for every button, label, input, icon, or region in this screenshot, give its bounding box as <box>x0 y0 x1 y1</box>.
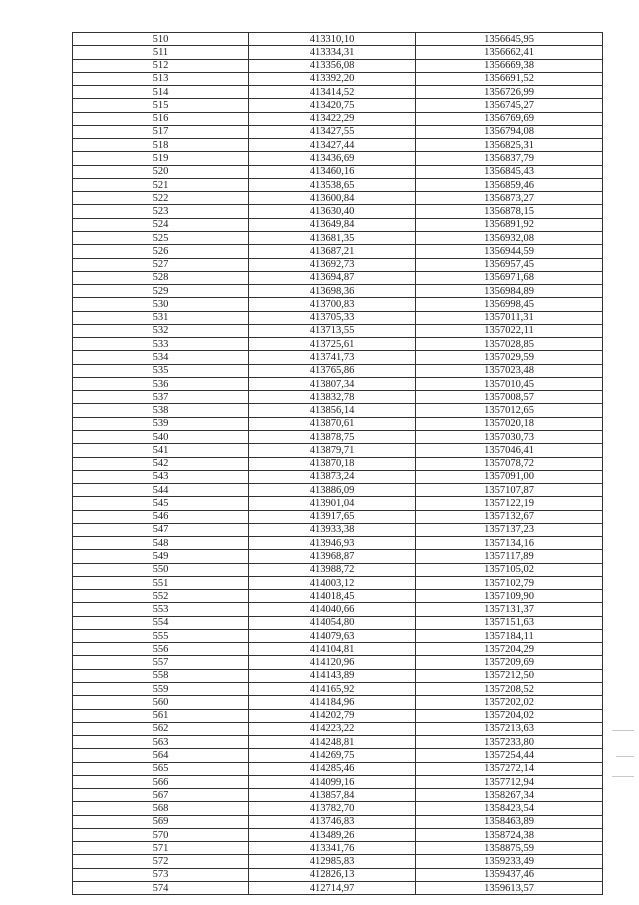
x-coordinate-cell: 413630,40 <box>249 205 416 218</box>
x-coordinate-cell: 414099,16 <box>249 775 416 788</box>
table-row <box>73 523 603 536</box>
x-coordinate-cell: 414202,79 <box>249 709 416 722</box>
y-coordinate-cell: 1356726,99 <box>416 86 603 99</box>
point-number-cell: 540 <box>73 430 249 443</box>
point-number-cell: 538 <box>73 404 249 417</box>
point-number-cell: 542 <box>73 457 249 470</box>
x-coordinate-cell: 413334,31 <box>249 46 416 59</box>
point-number-cell: 514 <box>73 86 249 99</box>
table-row <box>73 576 603 589</box>
point-number-cell: 554 <box>73 616 249 629</box>
point-number-cell: 532 <box>73 324 249 337</box>
x-coordinate-cell: 413857,84 <box>249 789 416 802</box>
table-row <box>73 338 603 351</box>
table-row <box>73 828 603 841</box>
point-number-cell: 539 <box>73 417 249 430</box>
table-row <box>73 457 603 470</box>
y-coordinate-cell: 1357030,73 <box>416 430 603 443</box>
x-coordinate-cell: 413356,08 <box>249 59 416 72</box>
y-coordinate-cell: 1357184,11 <box>416 629 603 642</box>
point-number-cell: 558 <box>73 669 249 682</box>
point-number-cell: 555 <box>73 629 249 642</box>
x-coordinate-cell: 413420,75 <box>249 99 416 112</box>
x-coordinate-cell: 413832,78 <box>249 391 416 404</box>
table-row <box>73 444 603 457</box>
point-number-cell: 569 <box>73 815 249 828</box>
table-row <box>73 125 603 138</box>
point-number-cell: 551 <box>73 576 249 589</box>
x-coordinate-cell: 413856,14 <box>249 404 416 417</box>
x-coordinate-cell: 413879,71 <box>249 444 416 457</box>
x-coordinate-cell: 414040,66 <box>249 603 416 616</box>
y-coordinate-cell: 1357204,29 <box>416 643 603 656</box>
y-coordinate-cell: 1357010,45 <box>416 377 603 390</box>
y-coordinate-cell: 1357046,41 <box>416 444 603 457</box>
table-row <box>73 245 603 258</box>
y-coordinate-cell: 1356932,08 <box>416 231 603 244</box>
table-row <box>73 258 603 271</box>
x-coordinate-cell: 414184,96 <box>249 696 416 709</box>
y-coordinate-cell: 1356825,31 <box>416 139 603 152</box>
x-coordinate-cell: 413698,36 <box>249 285 416 298</box>
table-row <box>73 391 603 404</box>
x-coordinate-cell: 413687,21 <box>249 245 416 258</box>
x-coordinate-cell: 413649,84 <box>249 218 416 231</box>
x-coordinate-cell: 413946,93 <box>249 537 416 550</box>
y-coordinate-cell: 1357712,94 <box>416 775 603 788</box>
point-number-cell: 544 <box>73 484 249 497</box>
table-row <box>73 656 603 669</box>
x-coordinate-cell: 414054,80 <box>249 616 416 629</box>
x-coordinate-cell: 413427,55 <box>249 125 416 138</box>
x-coordinate-cell: 413460,16 <box>249 165 416 178</box>
point-number-cell: 521 <box>73 178 249 191</box>
table-row <box>73 192 603 205</box>
point-number-cell: 559 <box>73 683 249 696</box>
x-coordinate-cell: 413700,83 <box>249 298 416 311</box>
x-coordinate-cell: 413968,87 <box>249 550 416 563</box>
table-row <box>73 417 603 430</box>
x-coordinate-cell: 413705,33 <box>249 311 416 324</box>
table-row <box>73 709 603 722</box>
y-coordinate-cell: 1357209,69 <box>416 656 603 669</box>
table-row <box>73 762 603 775</box>
point-number-cell: 520 <box>73 165 249 178</box>
x-coordinate-cell: 413988,72 <box>249 563 416 576</box>
y-coordinate-cell: 1356745,27 <box>416 99 603 112</box>
y-coordinate-cell: 1357233,80 <box>416 736 603 749</box>
x-coordinate-cell: 413436,69 <box>249 152 416 165</box>
table-row <box>73 86 603 99</box>
y-coordinate-cell: 1356645,95 <box>416 33 603 46</box>
y-coordinate-cell: 1357117,89 <box>416 550 603 563</box>
x-coordinate-cell: 413901,04 <box>249 497 416 510</box>
point-number-cell: 566 <box>73 775 249 788</box>
point-number-cell: 523 <box>73 205 249 218</box>
table-row <box>73 789 603 802</box>
x-coordinate-cell: 413878,75 <box>249 430 416 443</box>
scan-artifact <box>612 730 634 731</box>
point-number-cell: 568 <box>73 802 249 815</box>
scan-artifact <box>612 776 634 777</box>
point-number-cell: 549 <box>73 550 249 563</box>
table-row <box>73 285 603 298</box>
x-coordinate-cell: 412714,97 <box>249 882 416 895</box>
y-coordinate-cell: 1359613,57 <box>416 882 603 895</box>
point-number-cell: 570 <box>73 828 249 841</box>
x-coordinate-cell: 412985,83 <box>249 855 416 868</box>
x-coordinate-cell: 413310,10 <box>249 33 416 46</box>
y-coordinate-cell: 1357212,50 <box>416 669 603 682</box>
point-number-cell: 552 <box>73 590 249 603</box>
x-coordinate-cell: 413741,73 <box>249 351 416 364</box>
x-coordinate-cell: 412826,13 <box>249 868 416 881</box>
point-number-cell: 533 <box>73 338 249 351</box>
point-number-cell: 543 <box>73 470 249 483</box>
y-coordinate-cell: 1356859,46 <box>416 178 603 191</box>
table-row <box>73 802 603 815</box>
table-row <box>73 404 603 417</box>
x-coordinate-cell: 413746,83 <box>249 815 416 828</box>
point-number-cell: 563 <box>73 736 249 749</box>
x-coordinate-cell: 414143,89 <box>249 669 416 682</box>
table-row <box>73 629 603 642</box>
table-row <box>73 139 603 152</box>
y-coordinate-cell: 1358724,38 <box>416 828 603 841</box>
x-coordinate-cell: 413713,55 <box>249 324 416 337</box>
table-row <box>73 696 603 709</box>
y-coordinate-cell: 1358423,54 <box>416 802 603 815</box>
point-number-cell: 524 <box>73 218 249 231</box>
table-row <box>73 722 603 735</box>
x-coordinate-cell: 413422,29 <box>249 112 416 125</box>
table-row <box>73 311 603 324</box>
x-coordinate-cell: 414003,12 <box>249 576 416 589</box>
coordinates-table <box>72 32 603 895</box>
y-coordinate-cell: 1357028,85 <box>416 338 603 351</box>
table-row <box>73 377 603 390</box>
table-row <box>73 749 603 762</box>
table-row <box>73 470 603 483</box>
y-coordinate-cell: 1357020,18 <box>416 417 603 430</box>
x-coordinate-cell: 413414,52 <box>249 86 416 99</box>
point-number-cell: 541 <box>73 444 249 457</box>
point-number-cell: 525 <box>73 231 249 244</box>
point-number-cell: 550 <box>73 563 249 576</box>
y-coordinate-cell: 1356794,08 <box>416 125 603 138</box>
point-number-cell: 510 <box>73 33 249 46</box>
table-row <box>73 484 603 497</box>
point-number-cell: 573 <box>73 868 249 881</box>
table-row <box>73 152 603 165</box>
point-number-cell: 564 <box>73 749 249 762</box>
y-coordinate-cell: 1357078,72 <box>416 457 603 470</box>
table-row <box>73 497 603 510</box>
y-coordinate-cell: 1357022,11 <box>416 324 603 337</box>
table-row <box>73 178 603 191</box>
y-coordinate-cell: 1357202,02 <box>416 696 603 709</box>
point-number-cell: 567 <box>73 789 249 802</box>
point-number-cell: 528 <box>73 271 249 284</box>
x-coordinate-cell: 414104,81 <box>249 643 416 656</box>
y-coordinate-cell: 1357102,79 <box>416 576 603 589</box>
table-row <box>73 165 603 178</box>
point-number-cell: 511 <box>73 46 249 59</box>
point-number-cell: 571 <box>73 842 249 855</box>
point-number-cell: 519 <box>73 152 249 165</box>
table-row <box>73 590 603 603</box>
table-row <box>73 882 603 895</box>
y-coordinate-cell: 1357213,63 <box>416 722 603 735</box>
x-coordinate-cell: 413933,38 <box>249 523 416 536</box>
x-coordinate-cell: 413692,73 <box>249 258 416 271</box>
table-row <box>73 855 603 868</box>
y-coordinate-cell: 1357272,14 <box>416 762 603 775</box>
x-coordinate-cell: 414165,92 <box>249 683 416 696</box>
y-coordinate-cell: 1359437,46 <box>416 868 603 881</box>
table-row <box>73 643 603 656</box>
point-number-cell: 561 <box>73 709 249 722</box>
point-number-cell: 527 <box>73 258 249 271</box>
x-coordinate-cell: 413427,44 <box>249 139 416 152</box>
y-coordinate-cell: 1356998,45 <box>416 298 603 311</box>
table-row <box>73 351 603 364</box>
y-coordinate-cell: 1357204,02 <box>416 709 603 722</box>
x-coordinate-cell: 413873,24 <box>249 470 416 483</box>
table-row <box>73 205 603 218</box>
y-coordinate-cell: 1359233,49 <box>416 855 603 868</box>
table-row <box>73 324 603 337</box>
y-coordinate-cell: 1357151,63 <box>416 616 603 629</box>
point-number-cell: 522 <box>73 192 249 205</box>
point-number-cell: 526 <box>73 245 249 258</box>
y-coordinate-cell: 1356669,38 <box>416 59 603 72</box>
point-number-cell: 535 <box>73 364 249 377</box>
point-number-cell: 556 <box>73 643 249 656</box>
x-coordinate-cell: 414018,45 <box>249 590 416 603</box>
table-row <box>73 430 603 443</box>
x-coordinate-cell: 413681,35 <box>249 231 416 244</box>
point-number-cell: 512 <box>73 59 249 72</box>
y-coordinate-cell: 1357023,48 <box>416 364 603 377</box>
y-coordinate-cell: 1357134,16 <box>416 537 603 550</box>
y-coordinate-cell: 1357109,90 <box>416 590 603 603</box>
x-coordinate-cell: 414223,22 <box>249 722 416 735</box>
x-coordinate-cell: 413489,26 <box>249 828 416 841</box>
x-coordinate-cell: 414285,46 <box>249 762 416 775</box>
y-coordinate-cell: 1356845,43 <box>416 165 603 178</box>
x-coordinate-cell: 413782,70 <box>249 802 416 815</box>
x-coordinate-cell: 414269,75 <box>249 749 416 762</box>
point-number-cell: 530 <box>73 298 249 311</box>
y-coordinate-cell: 1356878,15 <box>416 205 603 218</box>
x-coordinate-cell: 414120,96 <box>249 656 416 669</box>
point-number-cell: 513 <box>73 72 249 85</box>
y-coordinate-cell: 1357011,31 <box>416 311 603 324</box>
point-number-cell: 547 <box>73 523 249 536</box>
x-coordinate-cell: 413870,18 <box>249 457 416 470</box>
point-number-cell: 574 <box>73 882 249 895</box>
y-coordinate-cell: 1357254,44 <box>416 749 603 762</box>
table-row <box>73 72 603 85</box>
y-coordinate-cell: 1356891,92 <box>416 218 603 231</box>
point-number-cell: 565 <box>73 762 249 775</box>
point-number-cell: 546 <box>73 510 249 523</box>
x-coordinate-cell: 414079,63 <box>249 629 416 642</box>
table-row <box>73 616 603 629</box>
y-coordinate-cell: 1357131,37 <box>416 603 603 616</box>
y-coordinate-cell: 1356984,89 <box>416 285 603 298</box>
y-coordinate-cell: 1356971,68 <box>416 271 603 284</box>
y-coordinate-cell: 1357012,65 <box>416 404 603 417</box>
table-row <box>73 775 603 788</box>
point-number-cell: 516 <box>73 112 249 125</box>
table-row <box>73 683 603 696</box>
point-number-cell: 518 <box>73 139 249 152</box>
table-row <box>73 550 603 563</box>
table-row <box>73 271 603 284</box>
point-number-cell: 562 <box>73 722 249 735</box>
table-row <box>73 231 603 244</box>
table-row <box>73 563 603 576</box>
y-coordinate-cell: 1357137,23 <box>416 523 603 536</box>
table-row <box>73 59 603 72</box>
table-row <box>73 510 603 523</box>
table-row <box>73 537 603 550</box>
x-coordinate-cell: 413341,76 <box>249 842 416 855</box>
y-coordinate-cell: 1357132,67 <box>416 510 603 523</box>
x-coordinate-cell: 413538,65 <box>249 178 416 191</box>
table-row <box>73 298 603 311</box>
x-coordinate-cell: 413694,87 <box>249 271 416 284</box>
point-number-cell: 529 <box>73 285 249 298</box>
table-row <box>73 669 603 682</box>
y-coordinate-cell: 1357122,19 <box>416 497 603 510</box>
table-row <box>73 112 603 125</box>
y-coordinate-cell: 1357107,87 <box>416 484 603 497</box>
x-coordinate-cell: 413917,65 <box>249 510 416 523</box>
point-number-cell: 537 <box>73 391 249 404</box>
table-row <box>73 842 603 855</box>
x-coordinate-cell: 413600,84 <box>249 192 416 205</box>
y-coordinate-cell: 1358267,34 <box>416 789 603 802</box>
y-coordinate-cell: 1356662,41 <box>416 46 603 59</box>
point-number-cell: 534 <box>73 351 249 364</box>
table-row <box>73 364 603 377</box>
x-coordinate-cell: 413870,61 <box>249 417 416 430</box>
table-row <box>73 99 603 112</box>
point-number-cell: 545 <box>73 497 249 510</box>
x-coordinate-cell: 413725,61 <box>249 338 416 351</box>
y-coordinate-cell: 1357008,57 <box>416 391 603 404</box>
point-number-cell: 531 <box>73 311 249 324</box>
y-coordinate-cell: 1356944,59 <box>416 245 603 258</box>
table-row <box>73 46 603 59</box>
point-number-cell: 548 <box>73 537 249 550</box>
table-row <box>73 736 603 749</box>
y-coordinate-cell: 1356769,69 <box>416 112 603 125</box>
x-coordinate-cell: 413886,09 <box>249 484 416 497</box>
y-coordinate-cell: 1357105,02 <box>416 563 603 576</box>
x-coordinate-cell: 413392,20 <box>249 72 416 85</box>
point-number-cell: 560 <box>73 696 249 709</box>
x-coordinate-cell: 413807,34 <box>249 377 416 390</box>
scan-artifact <box>616 756 634 757</box>
y-coordinate-cell: 1356691,52 <box>416 72 603 85</box>
y-coordinate-cell: 1356837,79 <box>416 152 603 165</box>
table-row <box>73 815 603 828</box>
table-row <box>73 868 603 881</box>
coordinates-table-body <box>73 33 603 895</box>
y-coordinate-cell: 1356957,45 <box>416 258 603 271</box>
point-number-cell: 572 <box>73 855 249 868</box>
point-number-cell: 517 <box>73 125 249 138</box>
point-number-cell: 557 <box>73 656 249 669</box>
x-coordinate-cell: 414248,81 <box>249 736 416 749</box>
y-coordinate-cell: 1357029,59 <box>416 351 603 364</box>
x-coordinate-cell: 413765,86 <box>249 364 416 377</box>
point-number-cell: 553 <box>73 603 249 616</box>
y-coordinate-cell: 1357208,52 <box>416 683 603 696</box>
table-row <box>73 603 603 616</box>
point-number-cell: 536 <box>73 377 249 390</box>
y-coordinate-cell: 1357091,00 <box>416 470 603 483</box>
y-coordinate-cell: 1358875,59 <box>416 842 603 855</box>
point-number-cell: 515 <box>73 99 249 112</box>
table-row <box>73 218 603 231</box>
table-row <box>73 33 603 46</box>
y-coordinate-cell: 1356873,27 <box>416 192 603 205</box>
y-coordinate-cell: 1358463,89 <box>416 815 603 828</box>
